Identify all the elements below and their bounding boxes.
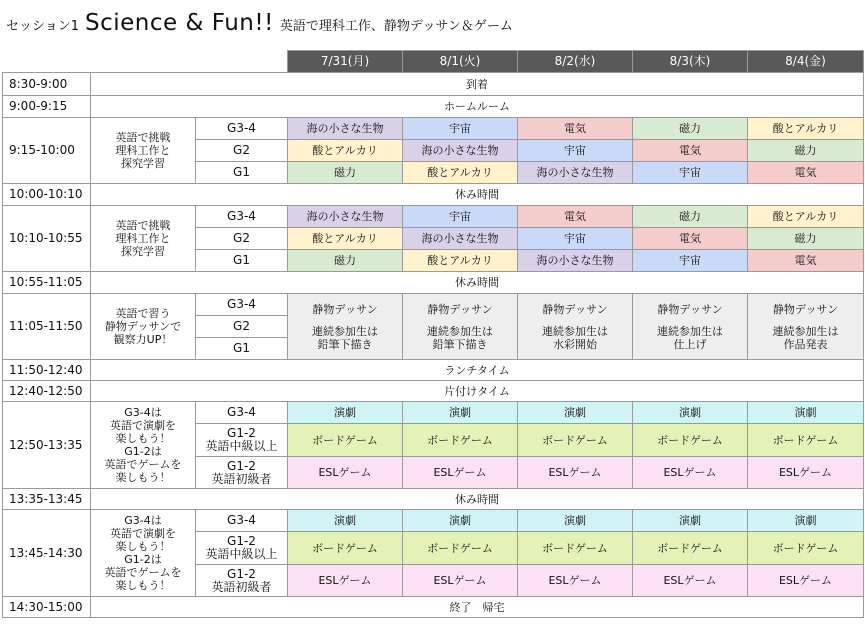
grade-cell: G1: [196, 162, 288, 184]
table-row: [3, 272, 864, 294]
subject-cell: 海の小さな生物: [288, 118, 403, 140]
activity-cell: ボードゲーム: [518, 532, 633, 565]
event-cell: 到着: [91, 73, 864, 96]
day-header: 8/1(火): [403, 51, 518, 73]
time-cell: 12:50-13:35: [3, 402, 91, 489]
activity-cell: 演劇: [748, 510, 864, 532]
subject-cell: 海の小さな生物: [403, 140, 518, 162]
day-header: 7/31(月): [288, 51, 403, 73]
activity-cell: ESLゲーム: [633, 457, 748, 489]
sketch-cell: 静物デッサン 連続参加生は 鉛筆下描き: [288, 294, 403, 360]
activity-cell: 演劇: [518, 402, 633, 424]
activity-cell: 演劇: [633, 402, 748, 424]
activity-cell: ESLゲーム: [633, 565, 748, 597]
program-subtitle: 英語で理科工作、静物デッサン＆ゲーム: [279, 19, 513, 34]
grade-cell: G1-2 英語初級者: [196, 457, 288, 489]
activity-cell: ESLゲーム: [748, 565, 864, 597]
sketch-cell: 静物デッサン 連続参加生は 仕上げ: [633, 294, 748, 360]
subject-cell: 磁力: [633, 118, 748, 140]
subject-cell: 酸とアルカリ: [288, 228, 403, 250]
block-description: G3-4は 英語で演劇を 楽しもう！ G1-2は 英語でゲームを 楽しもう！: [91, 402, 196, 489]
subject-cell: 電気: [633, 228, 748, 250]
schedule-table: [2, 50, 864, 618]
activity-cell: ESLゲーム: [748, 457, 864, 489]
subject-cell: 海の小さな生物: [288, 206, 403, 228]
grade-cell: G1: [196, 338, 288, 360]
time-cell: 13:45-14:30: [3, 510, 91, 597]
activity-cell: ボードゲーム: [748, 532, 864, 565]
grade-cell: G3-4: [196, 510, 288, 532]
subject-cell: 電気: [518, 206, 633, 228]
block-description: 英語で習う 静物デッサンで 観察力UP！: [91, 294, 196, 360]
activity-cell: 演劇: [403, 402, 518, 424]
subject-cell: 酸とアルカリ: [748, 118, 864, 140]
subject-cell: 宇宙: [633, 162, 748, 184]
day-header: 8/3(木): [633, 51, 748, 73]
event-cell: ホームルーム: [91, 96, 864, 118]
event-cell: 休み時間: [91, 489, 864, 510]
time-cell: 10:10-10:55: [3, 206, 91, 272]
activity-cell: ESLゲーム: [403, 457, 518, 489]
table-row: [3, 381, 864, 402]
time-cell: 13:35-13:45: [3, 489, 91, 510]
subject-cell: 電気: [748, 250, 864, 272]
sheet-title: [6, 10, 513, 46]
session-label: セッション1: [6, 19, 80, 34]
table-row: [3, 73, 864, 96]
table-row: [3, 489, 864, 510]
grade-cell: G3-4: [196, 206, 288, 228]
time-cell: 11:50-12:40: [3, 360, 91, 381]
grade-cell: G2: [196, 228, 288, 250]
activity-cell: ESLゲーム: [518, 457, 633, 489]
event-cell: 休み時間: [91, 272, 864, 294]
subject-cell: 酸とアルカリ: [748, 206, 864, 228]
activity-cell: ボードゲーム: [633, 424, 748, 457]
sketch-cell: 静物デッサン 連続参加生は 鉛筆下描き: [403, 294, 518, 360]
activity-cell: ESLゲーム: [403, 565, 518, 597]
time-cell: 8:30-9:00: [3, 73, 91, 96]
table-row: [3, 510, 864, 532]
subject-cell: 宇宙: [633, 250, 748, 272]
activity-cell: ボードゲーム: [403, 532, 518, 565]
time-cell: 14:30-15:00: [3, 597, 91, 618]
subject-cell: 宇宙: [403, 206, 518, 228]
time-cell: 10:55-11:05: [3, 272, 91, 294]
table-row: [3, 294, 864, 316]
subject-cell: 酸とアルカリ: [403, 162, 518, 184]
table-row: [3, 597, 864, 618]
grade-cell: G2: [196, 316, 288, 338]
subject-cell: 海の小さな生物: [403, 228, 518, 250]
time-cell: 11:05-11:50: [3, 294, 91, 360]
time-cell: 12:40-12:50: [3, 381, 91, 402]
activity-cell: 演劇: [748, 402, 864, 424]
activity-cell: ESLゲーム: [288, 457, 403, 489]
subject-cell: 磁力: [633, 206, 748, 228]
grade-cell: G3-4: [196, 294, 288, 316]
event-cell: ランチタイム: [91, 360, 864, 381]
activity-cell: 演劇: [633, 510, 748, 532]
subject-cell: 磁力: [288, 162, 403, 184]
table-row: [3, 96, 864, 118]
subject-cell: 電気: [633, 140, 748, 162]
activity-cell: ボードゲーム: [633, 532, 748, 565]
table-row: [3, 118, 864, 140]
sketch-cell: 静物デッサン 連続参加生は 水彩開始: [518, 294, 633, 360]
subject-cell: 宇宙: [518, 228, 633, 250]
grade-cell: G1-2 英語初級者: [196, 565, 288, 597]
activity-cell: 演劇: [288, 510, 403, 532]
subject-cell: 海の小さな生物: [518, 250, 633, 272]
grade-cell: G3-4: [196, 402, 288, 424]
grade-cell: G2: [196, 140, 288, 162]
time-cell: 9:15-10:00: [3, 118, 91, 184]
subject-cell: 酸とアルカリ: [403, 250, 518, 272]
event-cell: 片付けタイム: [91, 381, 864, 402]
subject-cell: 磁力: [288, 250, 403, 272]
block-description: 英語で挑戦 理科工作と 探究学習: [91, 206, 196, 272]
activity-cell: 演劇: [288, 402, 403, 424]
table-row: [3, 360, 864, 381]
subject-cell: 電気: [518, 118, 633, 140]
day-header: 8/2(水): [518, 51, 633, 73]
activity-cell: ESLゲーム: [518, 565, 633, 597]
grade-cell: G1-2 英語中級以上: [196, 424, 288, 457]
activity-cell: ESLゲーム: [288, 565, 403, 597]
activity-cell: ボードゲーム: [288, 424, 403, 457]
table-row: [3, 184, 864, 206]
grade-cell: G1: [196, 250, 288, 272]
subject-cell: 海の小さな生物: [518, 162, 633, 184]
event-cell: 休み時間: [91, 184, 864, 206]
sketch-cell: 静物デッサン 連続参加生は 作品発表: [748, 294, 864, 360]
time-cell: 10:00-10:10: [3, 184, 91, 206]
day-header: 8/4(金): [748, 51, 864, 73]
subject-cell: 宇宙: [403, 118, 518, 140]
grade-cell: G1-2 英語中級以上: [196, 532, 288, 565]
activity-cell: 演劇: [403, 510, 518, 532]
subject-cell: 磁力: [748, 140, 864, 162]
time-cell: 9:00-9:15: [3, 96, 91, 118]
program-title: Science & Fun!!: [85, 10, 274, 36]
subject-cell: 磁力: [748, 228, 864, 250]
subject-cell: 電気: [748, 162, 864, 184]
subject-cell: 宇宙: [518, 140, 633, 162]
activity-cell: ボードゲーム: [518, 424, 633, 457]
block-description: G3-4は 英語で演劇を 楽しもう！ G1-2は 英語でゲームを 楽しもう！: [91, 510, 196, 597]
activity-cell: ボードゲーム: [288, 532, 403, 565]
event-cell: 終了 帰宅: [91, 597, 864, 618]
activity-cell: ボードゲーム: [748, 424, 864, 457]
block-description: 英語で挑戦 理科工作と 探究学習: [91, 118, 196, 184]
subject-cell: 酸とアルカリ: [288, 140, 403, 162]
grade-cell: G3-4: [196, 118, 288, 140]
table-row: [3, 402, 864, 424]
activity-cell: 演劇: [518, 510, 633, 532]
table-row: [3, 206, 864, 228]
activity-cell: ボードゲーム: [403, 424, 518, 457]
day-header-row: [3, 51, 864, 73]
